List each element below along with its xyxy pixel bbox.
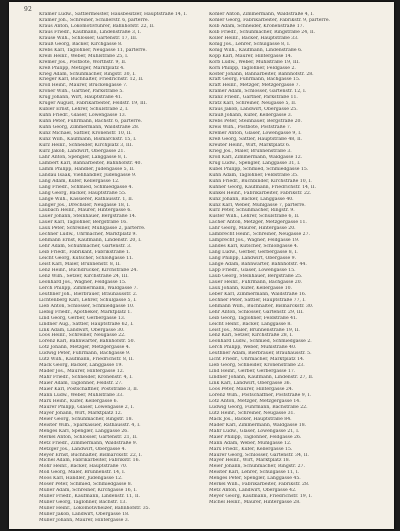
directory-entry: Mayer Johann, Wirt, Marktplatz 12. xyxy=(39,410,123,416)
directory-entry: Kuhn Friedr., Glaser, Löwengasse 13. xyxy=(39,113,127,119)
directory-entry: Leib Georg, Taglöhner, Feldstraße 41. xyxy=(209,315,298,321)
directory-entry: Lind Heinr., Gerber, Gerbergasse 17. xyxy=(209,369,296,375)
directory-entry: Mayer Heinr., Wirt, Marktplatz 18. xyxy=(209,458,291,464)
directory-entry: Kohler Anton, Zimmermann, Waldstraße 4, I. xyxy=(209,12,314,17)
directory-entry: Kunz Michael, Sattler, Kronenstr. 10, II. xyxy=(39,131,132,137)
directory-entry: Kroll Heinr., Maurer, Brückengasse 7. xyxy=(39,83,128,89)
directory-entry: Koller Heinr., Bäcker, Hauptstraße 33. xyxy=(209,35,299,41)
directory-entry: Lind Georg, Gerber, Gerbergasse 13. xyxy=(39,315,126,321)
directory-entry: Kraus Jakob, Landwirt, Obergasse 25. xyxy=(209,107,298,113)
directory-entry: Merkel Anton, Schlosser, Gartenstr. 21, II. xyxy=(39,434,138,440)
directory-entry: Maier Philipp, Taglöhner, Feldgasse 26. xyxy=(209,434,302,440)
directory-entry: Kreuter Heinr., Wirt, Marktplatz 6. xyxy=(209,142,291,148)
directory-entry: Mack Jos., Bäcker, Hauptstraße 84. xyxy=(209,416,292,422)
directory-entry: Lerch Philipp, Weber, Mühlstraße 40. xyxy=(209,345,297,351)
directory-entry: Krug Ludw., Spengler, Langgasse 31, I. xyxy=(209,160,301,166)
directory-entry: Leuthner Joh., Bierbrauer, Brauhausstr. 2. xyxy=(39,291,138,297)
directory-entry: Koster Johann, Bahnarbeiter, Bahnhofstr. 28. xyxy=(209,71,314,77)
directory-entry: Merkel Wilh., Fabrikarbeiter, Fabrikstr. 28. xyxy=(209,482,310,488)
directory-entry: Metzger Jos., Landwirt, Obergasse 4. xyxy=(39,446,126,452)
directory-entry: Kroll Karl, Zimmermann, Waldgasse 12. xyxy=(209,154,303,160)
directory-entry: Kuhn Peter, Fuhrmann, Bachstr. 6, parterre. xyxy=(39,119,142,125)
directory-entry: Leuthner Adam, Bierbrauer, Brauhausstr. 5. xyxy=(209,351,312,357)
directory-entry: Lechner Ludw., Uhrmacher, Marktplatz 9. xyxy=(39,232,137,238)
directory-entry: Lang Adam, Küfer, Kellergasse 12. xyxy=(39,178,120,184)
directory-entry: Lehmann Ernst, Kaufmann, Lindenstr. 20, I. xyxy=(39,238,142,244)
directory-entry: Maurer Philipp, Glaser, Löwengasse 2, I. xyxy=(39,404,134,410)
directory-entry: Müller Heinr., Lokomotivheizer, Bahnhofstr. 35. xyxy=(39,506,151,512)
directory-entry: Lauer Karl, Taglöhner, Bergstraße 16. xyxy=(39,220,128,226)
directory-entry: Kopp Karl, Maurer, Hintergasse 14. xyxy=(209,53,293,59)
directory-entry: Lichtenberg Karl, Lehrer, Schulgasse 5, I. xyxy=(39,297,137,303)
directory-entry: Michel Adam, Fabrikarbeiter, Fabrikstr. 16. xyxy=(39,458,140,464)
directory-entry: Lang Georg, Bäcker, Hauptstraße 55. xyxy=(39,190,127,196)
directory-entry: Lotz Anton, Metzger, Metzgergasse 14. xyxy=(209,398,301,404)
directory-entry: Meier Johann, Schuhmacher, Ringstr. 27. xyxy=(209,464,305,470)
directory-entry: Leib Friedr., Fabrikant, Fabrikstraße 1. xyxy=(39,250,131,256)
left-column xyxy=(39,12,197,524)
directory-entry: Kuhn Adam, Taglöhner, Feldstraße 35. xyxy=(209,172,299,178)
directory-entry: Krause Wilh., Schlosser, Gartenstr. 17, III. xyxy=(39,35,138,41)
directory-entry: Krieg Jos., Maler, Brunnenstraße 3. xyxy=(209,148,292,154)
directory-entry: Kreß Georg, Sattler, Hauptstraße 48, II. xyxy=(209,137,303,143)
directory-entry: Maier Adam, Taglöhner, Feldstr. 27. xyxy=(39,381,123,387)
directory-entry: Krämer Joh., Schreiner, Schillerstr. 6, parterre. xyxy=(39,17,150,23)
directory-entry: Michel Heinr., Maurer, Hintergasse 28. xyxy=(209,500,301,506)
directory-entry: Ludwig Peter, Fuhrmann, Bachgasse 9. xyxy=(39,351,131,357)
directory-entry: Lorenz Wilh., Postschaffner, Poststraße 9, I. xyxy=(209,393,311,398)
directory-entry: Lehr Anton, Schlosser, Gartenstr. 29, III. xyxy=(209,309,304,315)
directory-entry: Kunkel Heinr., Fabrikarbeiter, Fabrikstr. 22. xyxy=(209,190,312,196)
directory-entry: Maier Karl, Postschaffner, Poststraße 3, II. xyxy=(39,387,139,393)
directory-entry: Kühner Georg, Kaufmann, Friedrichstr. 14, II. xyxy=(209,184,316,190)
directory-entry: Lambrecht Heinr., Schreiner, Neugasse 27. xyxy=(209,232,310,238)
directory-entry: Mack Georg, Bäcker, Langgasse 19. xyxy=(39,363,123,369)
directory-entry: Lang Philipp, Landwirt, Obergasse 9. xyxy=(209,256,297,262)
directory-entry: Loos Peter, Maurer, Hintergasse 24. xyxy=(209,387,294,393)
directory-entry: Kremer Anton, Glaser, Löwengasse 9, I. xyxy=(209,131,302,137)
directory-entry: Marx Heinr., Küfer, Kellergasse 6. xyxy=(39,398,119,404)
directory-entry: Krauß Georg, Bäcker, Kirchgasse 8. xyxy=(39,41,123,47)
directory-entry: Lauer Johann, Steinhauer, Bergstraße 14. xyxy=(39,214,137,220)
directory-entry: Korn Philipp, Taglöhner, Feldgasse 2. xyxy=(209,65,296,71)
directory-entry: Lapp Friedr., Glaser, Löwengasse 15. xyxy=(209,267,296,273)
directory-entry: Krebs Karl, Taglöhner, Neugasse 11, parterre. xyxy=(39,47,147,53)
directory-entry: Krüger August, Fabrikarbeiter, Feldstr. 19, III. xyxy=(39,101,147,107)
directory-entry: Lutz Wilh., Kaufmann, Friedrichstr. 8, II. xyxy=(39,357,134,363)
directory-entry: Laux Peter, Schreiner, Mühlgasse 2, parterre. xyxy=(39,226,146,232)
directory-entry: Lange Wilh., Kassierer, Rathausstr. 1, II. xyxy=(39,196,134,202)
directory-entry: Lahr Georg, Maurer, Hintergasse 20. xyxy=(209,226,296,232)
directory-entry: Kraus Friedr., Kaufmann, Lindenstraße 3, I. xyxy=(39,29,142,35)
directory-entry: Leicht Georg, Kutscher, Schloßgasse 11. xyxy=(39,256,134,262)
directory-entry: Moos Karl, Händler, Judengasse 12. xyxy=(39,476,123,482)
directory-entry: Moser Peter, Schmied, Schmiedgasse 8. xyxy=(39,482,133,488)
directory-entry: Lerch Philipp, Zimmermann, Waldgasse 7. xyxy=(39,285,138,291)
directory-entry: Lang Friedr., Schmied, Schmiedgasse 4. xyxy=(39,184,133,190)
directory-entry: Krebs Peter, Steinhauer, Bergstraße 20. xyxy=(209,119,302,125)
directory-entry: Müller Jakob, Landwirt, Obergasse 18. xyxy=(39,512,130,518)
directory-entry: Krug Johann, Wirt, Hauptstraße 41. xyxy=(39,95,123,101)
directory-entry: Lotz Johann, Metzger, Metzgergasse 4. xyxy=(39,345,131,351)
directory-entry: Kübel Philipp, Schmied, Schmiedgasse 15. xyxy=(209,166,309,172)
directory-entry: Kreiß Heinr., Weber, Mühlstraße 25, I. xyxy=(39,53,129,59)
directory-entry: Lutz Heinr., Schreiner, Neugasse 31. xyxy=(209,410,295,416)
directory-entry: Kübler Ernst, Lehrer, Schulstraße 2, I. xyxy=(39,107,129,113)
directory-entry: Krieger Karl, Buchhalter, Friedrichstr. 12, II. xyxy=(39,77,144,83)
directory-entry: Kohler Georg, Fabrikarbeiter, Fabrikstr. 9, parterre. xyxy=(209,17,331,23)
directory-entry: Lenz Heinr., Buchdrucker, Kirchstraße 24. xyxy=(39,267,138,273)
directory-entry: Lamprecht Jos., Wagner, Feldgasse 19. xyxy=(209,238,300,244)
directory-entry: Moll Georg, Maler, Brunnenstr. 14, I. xyxy=(39,470,126,476)
directory-entry: Laubach Heinr., Maurer, Hintergasse 6. xyxy=(39,208,132,214)
directory-entry: Lauer Heinr., Fuhrmann, Bachgasse 20. xyxy=(209,279,303,285)
right-column xyxy=(209,12,379,506)
directory-page xyxy=(9,2,394,529)
directory-entry: Kraft Heinr., Metzger, Metzgergasse 7. xyxy=(209,83,301,89)
directory-entry: Meyer Georg, Kaufmann, Friedrichstr. 19, I. xyxy=(209,494,312,500)
directory-entry: Landau Isaak, Viehhändler, Judengasse 9. xyxy=(39,172,137,178)
directory-entry: Menges Peter, Spengler, Langgasse 45. xyxy=(209,476,301,482)
directory-entry: Leonhard Ludw., Schmied, Schmiedgasse 2. xyxy=(209,339,312,345)
directory-entry: Maurer Georg, Schlosser, Gartenstr. 34, II. xyxy=(209,452,309,458)
directory-entry: Kremer Jos., Postbote, Wörthstr. 9, II. xyxy=(39,59,127,65)
directory-entry: Kraus Anton, Lokomotivführer, Bahnhofstr. 22, II. xyxy=(39,23,155,29)
directory-entry: Ludwig Georg, Fuhrmann, Bachstraße 22. xyxy=(209,404,308,410)
directory-entry: Lieb Anton, Schlosser, Schmiedgasse 10. xyxy=(39,303,135,309)
page-number: 92 xyxy=(24,6,33,13)
directory-entry: Lehmann Wilh., Buchhalter, Bismarckstr. 30. xyxy=(209,303,314,309)
directory-entry: Kolb Adam, Schneider, Kronenstraße 17. xyxy=(209,23,305,29)
directory-entry: Kramer Ludw., Sattlermeister, Hausbesitzer, Hauptstraße 14, I. xyxy=(39,12,187,17)
directory-entry: Lindner Aug., Sattler, Hauptstraße 62, I. xyxy=(39,321,134,327)
directory-entry: Lorenz Karl, Bahnwärter, Bahnhofstr. 50. xyxy=(39,339,135,345)
directory-entry: Kunz Wilh., Kaufmann, Bismarckstr. 15, I. xyxy=(39,137,137,143)
directory-entry: Müller Johann, Maurer, Hintergasse 3. xyxy=(39,518,130,524)
directory-entry: Lechner Peter, Sattler, Hauptstraße 77, I. xyxy=(209,297,306,303)
directory-entry: Müller Friedr., Kaufmann, Lindenstr. 11, II. xyxy=(39,494,141,500)
directory-entry: Leicht Heinr., Bäcker, Langgasse 8. xyxy=(209,321,292,327)
directory-entry: Kranz Friedr., Gärtner, Parkstraße 11. xyxy=(209,95,298,101)
directory-entry: Mohr Heinr., Bäcker, Hauptstraße 70. xyxy=(39,464,128,470)
directory-entry: Metz Anton, Landwirt, Obergasse 42. xyxy=(209,488,297,494)
directory-entry: Leist Jos., Maler, Brunnenstraße 19, II. xyxy=(209,327,300,333)
directory-entry: Leist Karl, Maler, Brunnenstr. 8, II. xyxy=(39,262,121,268)
directory-entry: Licht Friedr., Uhrmacher, Marktplatz 14. xyxy=(209,357,305,363)
directory-entry: Kröner Wilh., Gärtner, Parkstraße 5. xyxy=(39,89,124,95)
directory-entry: Mader Karl, Zimmermann, Waldgasse 18. xyxy=(209,422,307,428)
directory-entry: Mahr Ludw., Glaser, Löwengasse 21, I. xyxy=(209,428,300,434)
directory-entry: König Wilh., Kaufmann, Lindenstraße 6. xyxy=(209,47,303,53)
directory-entry: Kunz Johann, Bäcker, Langgasse 40. xyxy=(209,196,294,202)
directory-entry: Mann Adam, Weber, Mühlgasse 12. xyxy=(209,440,292,446)
directory-entry: Kuhn Friedr., Buchbinder, Kirchstraße 10, I. xyxy=(209,178,312,184)
directory-entry: Krieg Adam, Schuhmacher, Ringstr. 30, I. xyxy=(39,71,136,77)
directory-entry: Lehr Adam, Schuhmacher, Gartenstr. 3. xyxy=(39,244,132,250)
directory-entry: Kunz Karl, Weber, Mühlgasse 7, parterre. xyxy=(209,202,306,208)
directory-entry: Lindner Johann, Kaufmann, Lindenstr. 27, II. xyxy=(209,375,314,381)
directory-entry: Kuster Wilh., Lehrer, Schulstraße 6, II. xyxy=(209,214,300,220)
directory-entry: Kurz Jakob, Landwirt, Obergasse 21. xyxy=(39,148,125,154)
directory-entry: König Jos., Lehrer, Schulgasse 8, I. xyxy=(209,41,291,47)
directory-entry: Kreß Philipp, Metzger, Marktplatz 4. xyxy=(39,65,125,71)
directory-entry: Lahr Anton, Spengler, Langgasse 8, I. xyxy=(39,154,128,160)
directory-entry: Krauß Johann, Küfer, Kellergasse 3. xyxy=(209,113,293,119)
directory-entry: Meister Wilh., Sparkassier, Rathausstr. 4, I. xyxy=(39,422,141,428)
directory-entry: Liebig Friedr., Apotheker, Marktplatz 1. xyxy=(39,309,132,315)
directory-entry: Lenz Karl, Setzer, Kirchstraße 28, I. xyxy=(209,333,293,339)
directory-entry: Meister Karl, Lehrer, Schulgasse 11, I. xyxy=(209,470,300,476)
directory-entry: Lamm Philipp, Händler, Judengasse 5, II. xyxy=(39,166,135,172)
directory-entry: Kreis Wilh., Postbote, Poststraße 7. xyxy=(209,125,292,131)
directory-entry: Metz Friedr., Zimmermann, Waldstraße 9. xyxy=(39,440,138,446)
directory-entry: Leonhard Jos., Wagner, Feldgasse 15. xyxy=(39,279,127,285)
directory-entry: Marx Friedr., Küfer, Kellergasse 15. xyxy=(209,446,293,452)
directory-entry: Kratz Karl, Schreiner, Neugasse 5, II. xyxy=(209,101,297,107)
directory-entry: Müller Georg, Taglöhner, Bachstr. 13. xyxy=(39,500,127,506)
directory-entry: Mann Ludw., Weber, Mühlstraße 33. xyxy=(39,393,124,398)
directory-entry: Meyer Ernst, Buchhalter, Bismarckstr. 22, I. xyxy=(39,452,142,458)
directory-entry: Lieb Georg, Schneider, Kronenstraße 23. xyxy=(209,363,305,369)
directory-entry: Korb Ludw., Weber, Mühlstraße 19, III. xyxy=(209,59,300,65)
directory-entry: Loos Heinr., Schreiner, Neugasse 22. xyxy=(39,333,126,339)
directory-entry: Mader Jos., Maurer, Hintergasse 12. xyxy=(39,369,125,375)
directory-entry: Laub Georg, Steinhauer, Bergstraße 25. xyxy=(209,273,303,279)
directory-entry: Kraft Georg, Fuhrmann, Bachgasse 15. xyxy=(209,77,301,83)
directory-entry: Landes Karl, Kutscher, Schloßgasse 4. xyxy=(209,244,299,250)
directory-entry: Lange Adam, Bahnwärter, Bahnhofstr. 44. xyxy=(209,262,307,268)
directory-entry: Lang Ludw., Gerber, Gerbergasse 8, I. xyxy=(209,250,298,256)
directory-entry: Lambert Karl, Bahnarbeiter, Bahnhofstr. 40. xyxy=(39,160,142,166)
directory-entry: Kurz Peter, Schuhmacher, Ringstr. 9. xyxy=(209,208,295,214)
directory-entry: Mahr Friedr., Schneider, Kronenstr. 4, I. xyxy=(39,375,133,381)
directory-entry: Kolb Friedr., Schuhmacher, Ringstraße 24, II. xyxy=(209,29,316,35)
directory-entry: Menges Karl, Spengler, Langgasse 26. xyxy=(39,428,129,434)
directory-entry: Lacher Anton, Metzger, Metzgergasse 11. xyxy=(209,220,307,226)
directory-entry: Meier Georg, Schuhmacher, Ringstr. 18. xyxy=(39,416,133,422)
directory-entry: Kurz Heinr., Schneider, Kirchplatz 3, III. xyxy=(39,142,133,148)
directory-entry: Link Karl, Landwirt, Obergasse 36. xyxy=(209,381,292,387)
directory-entry: Kramer Adam, Schlosser, Gartenstr. 12, I. xyxy=(209,89,307,95)
directory-entry: Lenz Wilh., Setzer, Kirchstraße 24, III. xyxy=(39,273,129,279)
directory-entry: Kühn Georg, Zimmermann, Waldstraße 28. xyxy=(39,125,140,131)
directory-entry: Laux Johann, Küfer, Kellergasse 10. xyxy=(209,285,293,291)
directory-entry: Link Adam, Landwirt, Obergasse 30. xyxy=(39,327,125,333)
directory-entry: Leber Karl, Zimmermann, Waldstraße 16. xyxy=(209,291,307,297)
directory-entry: Müller Adam, Schreiner, Kirchgasse 16, I. xyxy=(39,488,137,494)
directory-entry: Langer Jos., Drechsler, Neugasse 18, I. xyxy=(39,202,131,208)
